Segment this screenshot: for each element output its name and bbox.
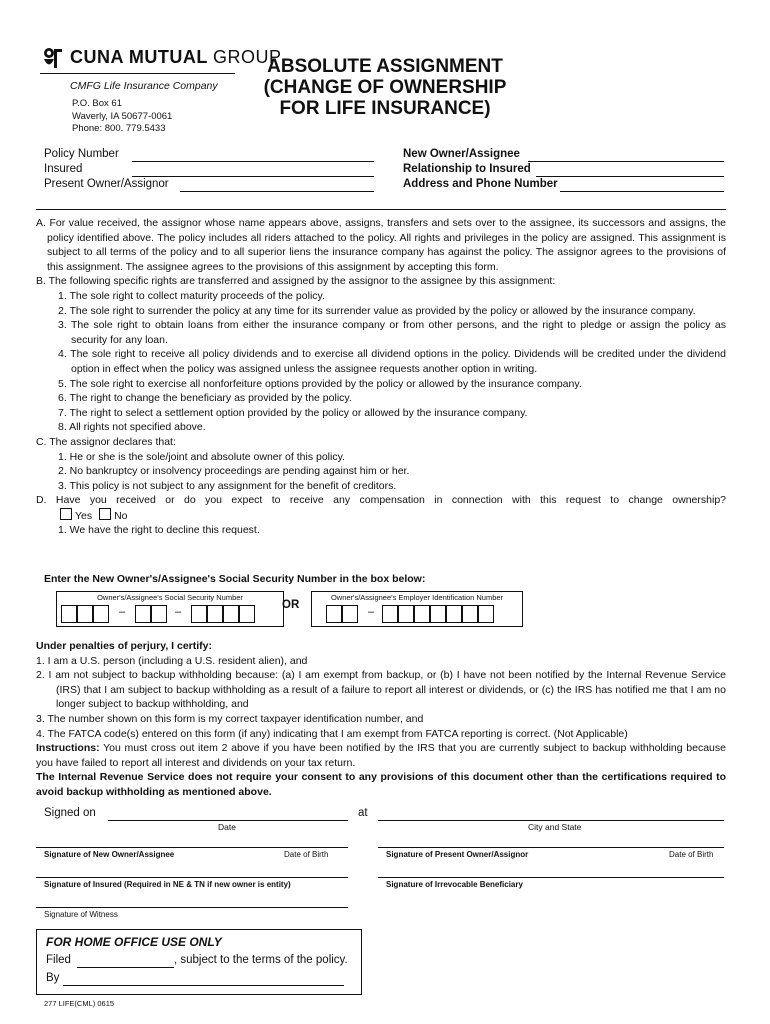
beneficiary-signature-field[interactable] [378,877,724,878]
by-field[interactable] [63,985,344,986]
ssn-digit[interactable] [135,605,151,623]
relationship-label: Relationship to Insured [403,163,531,175]
cert-item: 2. I am not subject to backup withholding because: (a) I am exempt from backup, or (b) I have not been notified by the Internal Revenue Service (IRS) that I am subject to backup withholding as a result of a failure to report all interest or dividends, or (c) the IRS has notified me that I am no longer subject to backup withholding, and [36,669,726,711]
insured-field[interactable] [132,176,374,177]
relationship-field[interactable] [536,176,724,177]
cert-item: 3. The number shown on this form is my correct taxpayer identification number, and [36,712,424,725]
at-label: at [358,807,368,819]
ssn-digit[interactable] [61,605,77,623]
filed-label: Filed [46,954,71,966]
section-b-item: 6. The right to change the beneficiary as provided by the policy. [58,392,352,405]
ssn-dash: – [119,606,126,618]
new-owner-signature-field[interactable] [36,847,348,848]
new-owner-dob-label: Date of Birth [284,850,329,859]
ein-digit[interactable] [462,605,478,623]
ssn-digit[interactable] [77,605,93,623]
address-phone-label: Address and Phone Number [403,178,558,190]
present-owner-signature-field[interactable] [378,847,724,848]
instructions: Instructions: You must cross out item 2 above if you have been notified by the IRS that you are currently subject to backup withholding because you have failed to report all interest and dividends on your tax return. [36,742,726,769]
witness-signature-label: Signature of Witness [44,910,118,919]
new-owner-signature-label: Signature of New Owner/Assignee [44,850,175,859]
form-title: ABSOLUTE ASSIGNMENT (CHANGE OF OWNERSHIP FOR LIFE INSURANCE) [263,56,507,119]
ssn-instruction: Enter the New Owner's/Assignee's Social Security Number in the box below: [44,573,426,585]
section-d: D. Have you received or do you expect to receive any compensation in connection with this request to change ownership? [36,494,726,507]
ssn-digit[interactable] [93,605,109,623]
city-state-field[interactable] [378,820,724,821]
ssn-digit[interactable] [207,605,223,623]
ssn-digit[interactable] [151,605,167,623]
present-owner-label: Present Owner/Assignor [44,178,169,190]
date-caption: Date [218,822,236,832]
section-b-item: 7. The right to select a settlement option provided by the policy or allowed by the insurance company. [58,406,528,419]
cert-heading: Under penalties of perjury, I certify: [36,640,213,652]
ssn-digit[interactable] [223,605,239,623]
ssn-caption: Owner's/Assignee's Social Security Number [97,593,243,602]
ein-caption: Owner's/Assignee's Employer Identification Number [330,593,504,602]
home-office-heading: FOR HOME OFFICE USE ONLY [46,935,222,949]
ein-digit[interactable] [430,605,446,623]
date-signed-field[interactable] [108,820,348,821]
logo-divider [40,73,235,74]
section-a: A. For value received, the assignor whose name appears above, assigns, transfers and sets over to the assignee, its successors and assigns, the policy identified above. The policy includes all riders attached to the policy. All rights and privileges in the policy are assigned. This assignment is subject to all terms of the policy and to all superior liens the insurance company has against the policy. The assignor agrees to the provisions of this assignment. The assignee agrees to the provisions of this assignment by accepting this form. [36,217,726,273]
home-office-box [36,929,362,995]
section-d-item: 1. We have the right to decline this request. [58,524,260,537]
present-owner-field[interactable] [180,191,374,192]
by-label: By [46,972,60,984]
ssn-dash: – [175,606,182,618]
cert-item: 1. I am a U.S. person (including a U.S. resident alien), and [36,654,308,667]
witness-signature-field[interactable] [36,907,348,908]
filed-suffix: , subject to the terms of the policy. [174,954,348,966]
yes-label: Yes [75,509,93,522]
brand-name: CUNA MUTUAL GROUP [70,47,282,67]
ein-digit[interactable] [414,605,430,623]
ein-digit[interactable] [326,605,342,623]
yes-checkbox[interactable] [60,508,72,520]
cuna-logo-icon [40,46,64,70]
present-owner-dob-label: Date of Birth [669,850,714,859]
signed-on-label: Signed on [44,807,96,819]
section-b-item: 1. The sole right to collect maturity proceeds of the policy. [58,289,325,302]
certification [36,639,726,800]
ein-digit[interactable] [342,605,358,623]
section-b-intro: B. The following specific rights are transferred and assigned by the assignor to the assignee by this assignment: [36,275,556,288]
section-b-item: 5. The sole right to exercise all nonforfeiture options provided by the policy or allowed by the insurance company. [58,377,582,390]
assignment-terms [36,216,726,538]
insured-signature-field[interactable] [36,877,348,878]
section-c-item: 1. He or she is the sole/joint and absolute owner of this policy. [58,450,345,463]
ein-digit[interactable] [398,605,414,623]
section-b-item: 8. All rights not specified above. [58,421,206,434]
company-name: CMFG Life Insurance Company [70,80,218,92]
company-address: P.O. Box 61 Waverly, IA 50677-0061 Phone: 800. 779.5433 [72,98,173,134]
or-label: OR [282,599,300,611]
section-c-item: 3. This policy is not subject to any assignment for the benefit of creditors. [58,479,397,492]
section-divider [36,209,726,210]
policy-number-label: Policy Number [44,148,119,160]
form-number: 277 LIFE(CML) 0615 [44,999,115,1008]
present-owner-signature-label: Signature of Present Owner/Assignor [386,850,529,859]
filed-field[interactable] [77,967,174,968]
insured-signature-label: Signature of Insured (Required in NE & TN if new owner is entity) [44,880,291,889]
ein-box [311,591,523,627]
section-b-item: 3. The sole right to obtain loans from either the insurance company or from other persons, and the right to pledge or assign the policy as security for any loan. [58,319,726,346]
section-c-intro: C. The assignor declares that: [36,435,176,448]
compensation-options [36,508,726,524]
ein-digit[interactable] [478,605,494,623]
section-b-item: 2. The sole right to surrender the policy at any time for its surrender value as provided by the policy or allowed by the insurance company. [58,304,696,317]
cert-item: 4. The FATCA code(s) entered on this form (if any) indicating that I am exempt from FATCA reporting is correct. (Not Applicable) [36,727,628,740]
ein-digit[interactable] [382,605,398,623]
no-label: No [114,509,128,522]
new-owner-field[interactable] [528,161,724,162]
ssn-digit[interactable] [239,605,255,623]
city-caption: City and State [528,822,582,832]
irs-notice: The Internal Revenue Service does not require your consent to any provisions of this document other than the certifications required to avoid backup withholding as mentioned above. [36,771,726,798]
ssn-digit[interactable] [191,605,207,623]
new-owner-label: New Owner/Assignee [403,148,520,160]
insured-label: Insured [44,163,83,175]
ssn-box [56,591,284,627]
address-phone-field[interactable] [560,191,724,192]
beneficiary-signature-label: Signature of Irrevocable Beneficiary [386,880,523,889]
ein-digit[interactable] [446,605,462,623]
ein-dash: – [368,606,375,618]
section-b-item: 4. The sole right to receive all policy dividends and to exercise all dividend options in the policy. Dividends will be credited under the dividend option in effect when the policy was assigned unless the assignee requests another option in writing. [58,348,726,375]
policy-number-field[interactable] [132,161,374,162]
no-checkbox[interactable] [99,508,111,520]
section-c-item: 2. No bankruptcy or insolvency proceedings are pending against him or her. [58,465,410,478]
